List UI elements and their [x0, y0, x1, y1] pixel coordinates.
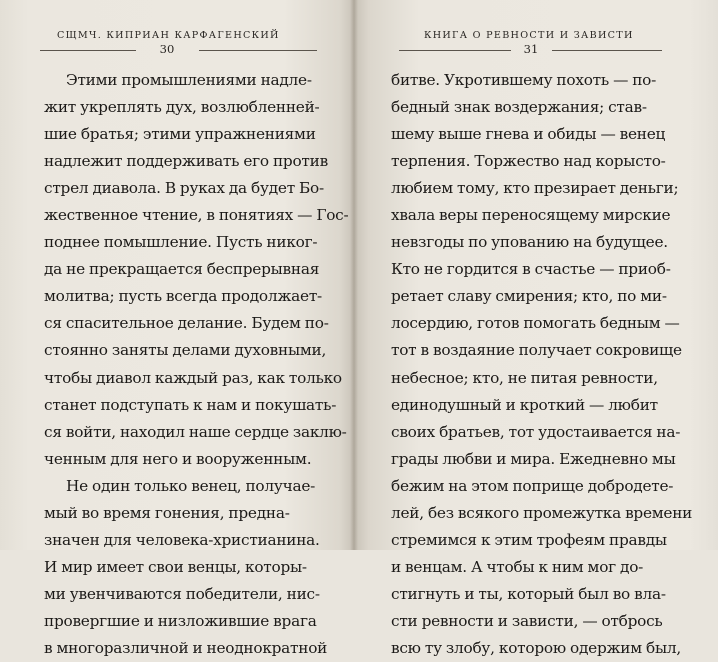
text-line: стоянно заняты делами духовными, [44, 341, 327, 360]
text-line: стремимся к этим трофеям правды [391, 530, 667, 549]
page-number-left: 30 [159, 42, 175, 56]
text-line: сти ревности и зависти, — отбрось [391, 611, 663, 630]
text-line: Кто не гордится в счастье — приоб- [391, 260, 671, 279]
text-line: да не прекращается беспрерывная [44, 260, 320, 279]
running-header-left: СЩМЧ. КИПРИАН КАРФАГЕНСКИЙ [57, 30, 280, 41]
text-line: любием тому, кто презирает деньги; [391, 179, 679, 198]
text-line: единодушный и кроткий — любит [391, 395, 658, 414]
text-line: лей, без всякого промежутка времени [391, 503, 693, 522]
text-line: ся войти, находил наше сердце заклю- [44, 422, 347, 441]
text-line: чтобы диавол каждый раз, как только [44, 368, 342, 387]
text-line: тот в воздаяние получает сокровище [391, 341, 682, 360]
text-line: небесное; кто, не питая ревности, [391, 368, 658, 387]
text-line: значен для человека-христианина. [44, 530, 320, 549]
text-line: в многоразличной и неоднократной [44, 638, 328, 657]
page-number-right: 31 [523, 42, 539, 56]
right-page [354, 0, 718, 657]
header-rule [399, 50, 511, 51]
text-line: ретает славу смирения; кто, по ми- [391, 287, 667, 306]
text-line: шему выше гнева и обиды — венец [391, 125, 666, 144]
text-line: терпения. Торжество над корысто- [391, 152, 666, 171]
text-line: мый во время гонения, предна- [44, 503, 290, 522]
body-text-left [44, 67, 349, 662]
header-rule [199, 50, 317, 51]
text-line: бежим на этом поприще добродете- [391, 476, 674, 495]
text-line: ченным для него и вооруженным. [44, 449, 312, 468]
text-line: надлежит поддерживать его против [44, 152, 328, 171]
body-text-right [391, 67, 703, 662]
text-line: жит укреплять дух, возлюбленней- [44, 98, 320, 117]
text-line: лосердию, готов помогать бедным — [391, 314, 680, 333]
text-line: Не один только венец, получае- [66, 476, 316, 495]
text-line: грады любви и мира. Ежедневно мы [391, 449, 676, 468]
text-line: стигнуть и ты, который был во вла- [391, 584, 666, 603]
text-line: шие братья; этими упражнениями [44, 125, 316, 144]
running-header-right: КНИГА О РЕВНОСТИ И ЗАВИСТИ [424, 30, 634, 41]
header-rule [552, 50, 662, 51]
text-line: Этими промышлениями надле- [66, 71, 312, 89]
text-line: молитва; пусть всегда продолжает- [44, 287, 322, 306]
left-page [0, 0, 354, 657]
text-line: ми увенчиваются победители, нис- [44, 584, 320, 603]
header-rule [40, 50, 136, 51]
text-line: поднее помышление. Пусть никог- [44, 233, 318, 252]
text-line: ся спасительное делание. Будем по- [44, 314, 329, 333]
text-line: своих братьев, тот удостаивается на- [391, 422, 681, 441]
text-line: хвала веры переносящему мирские [391, 206, 671, 225]
text-line: станет подступать к нам и покушать- [44, 395, 337, 414]
text-line: стрел диавола. В руках да будет Бо- [44, 179, 324, 198]
text-line: жественное чтение, в понятиях — Гос- [44, 206, 349, 225]
text-line: битве. Укротившему похоть — по- [391, 71, 657, 89]
book-gutter [350, 0, 358, 550]
text-line: невзгоды по упованию на будущее. [391, 233, 668, 252]
text-line: всю ту злобу, которою одержим был, [391, 638, 681, 657]
text-line: бедный знак воздержания; став- [391, 98, 647, 117]
text-line: И мир имеет свои венцы, которы- [44, 557, 307, 576]
text-line: провергшие и низложившие врага [44, 611, 317, 630]
text-line: и венцам. А чтобы к ним мог до- [391, 557, 644, 576]
